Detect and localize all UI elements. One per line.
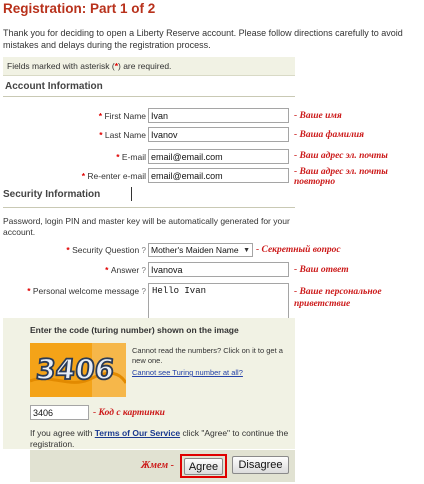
turing-heading: Enter the code (turing number) shown on the image: [30, 325, 239, 335]
first-name-annotation: - Ваше имя: [294, 111, 342, 121]
email-input[interactable]: email@email.com: [148, 149, 289, 164]
first-name-label: * First Name: [98, 111, 146, 121]
welcome-message-label: * Personal welcome message ?: [27, 286, 146, 296]
email-annotation: - Ваш адрес эл. почты: [294, 151, 388, 161]
required-note-after: ) are required.: [118, 61, 172, 71]
account-info-divider: [3, 96, 295, 97]
welcome-message-annotation: - Ваше персональное приветствие: [294, 287, 382, 309]
captcha-image[interactable]: [30, 343, 126, 397]
last-name-label: * Last Name: [99, 130, 146, 140]
terms-text: If you agree with Terms of Our Service click "Agree" to continue the registration.: [30, 428, 289, 449]
account-info-heading: Account Information: [5, 81, 103, 92]
captcha-graphic: [30, 343, 126, 397]
security-note: Password, login PIN and master key will be automatically generated for your account.: [3, 216, 290, 237]
required-asterisk: *: [114, 61, 119, 71]
security-question-annotation: - Секретный вопрос: [256, 245, 341, 255]
required-note: [7, 61, 171, 71]
reenter-email-annotation: - Ваш адрес эл. почты повторно: [294, 167, 388, 187]
required-note-before: Fields marked with asterisk (: [7, 61, 115, 71]
help-icon[interactable]: ?: [141, 246, 146, 255]
disagree-button[interactable]: Disagree: [232, 456, 289, 474]
captcha-text: 3406: [34, 353, 116, 386]
agree-annotation: Жмем -: [141, 460, 174, 471]
security-question-label: * Security Question ?: [66, 245, 146, 255]
text-cursor: [131, 187, 132, 201]
last-name-annotation: - Ваша фамилия: [294, 130, 365, 140]
reenter-email-label: * Re-enter e-mail: [81, 171, 146, 181]
terms-link[interactable]: Terms of Our Service: [94, 428, 181, 438]
security-question-value: Mother's Maiden Name: [151, 245, 239, 255]
help-icon[interactable]: ?: [141, 266, 146, 275]
first-name-input[interactable]: Ivan: [148, 108, 289, 123]
email-label: * E-mail: [116, 152, 146, 162]
page-title: Registration: Part 1 of 2: [3, 1, 156, 16]
cant-see-link[interactable]: Cannot see Turing number at all?: [132, 368, 243, 377]
turing-annotation: - Код с картинки: [93, 408, 165, 418]
answer-annotation: - Ваш ответ: [294, 265, 349, 275]
welcome-message-textarea[interactable]: Hello Ivan: [148, 283, 289, 319]
last-name-input[interactable]: Ivanov: [148, 127, 289, 142]
turing-input[interactable]: 3406: [30, 405, 89, 420]
answer-label: * Answer ?: [105, 265, 146, 275]
security-info-divider: [3, 207, 295, 208]
help-icon[interactable]: ?: [141, 287, 146, 296]
intro-text: Thank you for deciding to open a Liberty Reserve account. Please follow directions carefully to avoid mistakes and delays during the registration process.: [3, 28, 403, 50]
reenter-email-input[interactable]: email@email.com: [148, 168, 289, 183]
required-note-box: [3, 57, 295, 76]
security-info-heading: Security Information: [3, 189, 101, 200]
answer-input[interactable]: Ivanova: [148, 262, 289, 277]
security-question-select[interactable]: [148, 243, 253, 257]
agree-button[interactable]: Agree: [184, 458, 223, 475]
dropdown-arrow-icon[interactable]: ▼: [243, 247, 250, 254]
cant-read-text: Cannot read the numbers? Click on it to get a new one.: [132, 346, 283, 365]
